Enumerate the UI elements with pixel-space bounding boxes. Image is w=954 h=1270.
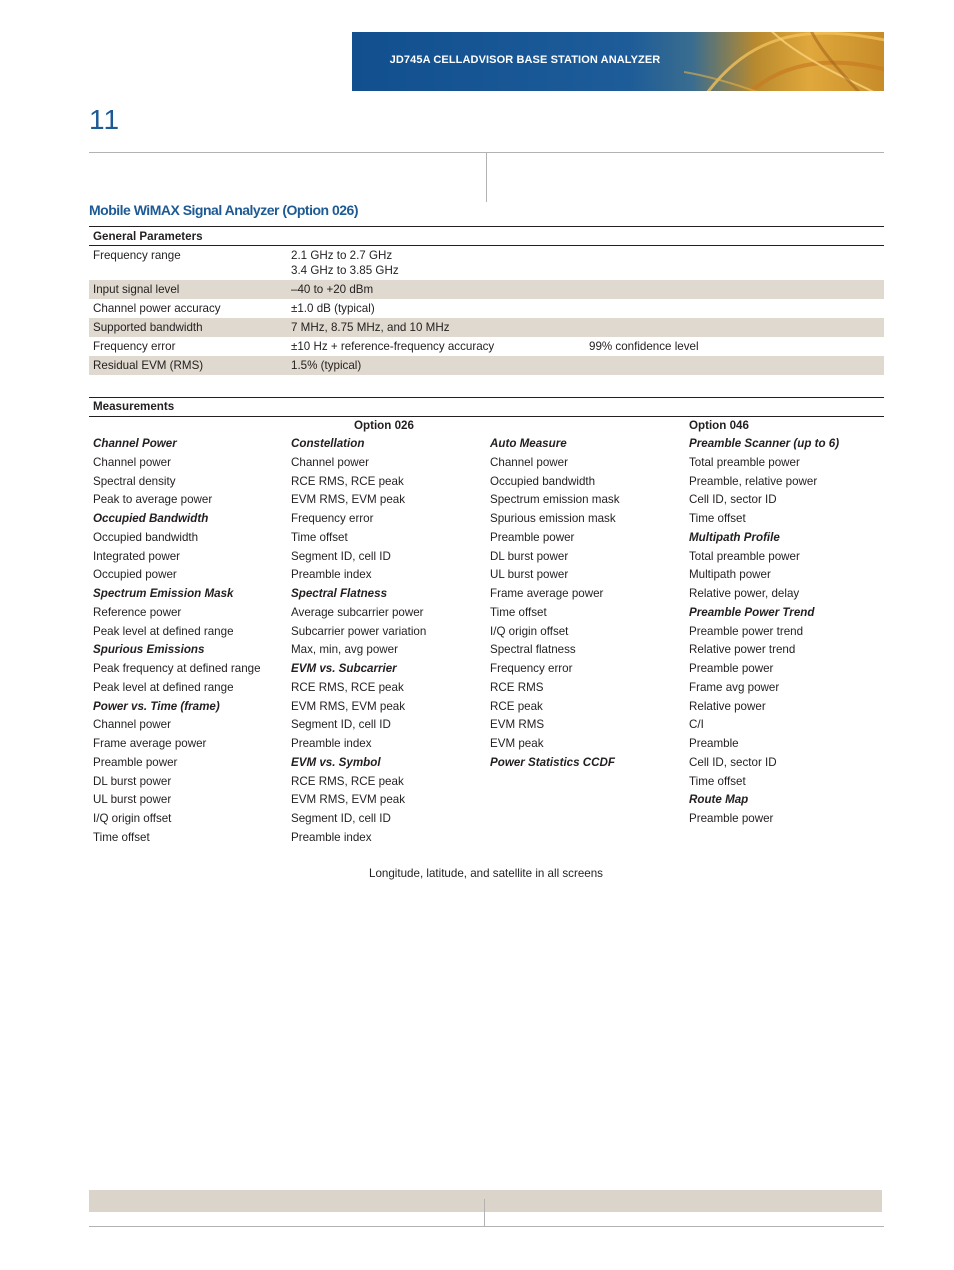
- table-row: [89, 280, 884, 299]
- measurement-item: EVM RMS, EVM peak: [291, 493, 406, 507]
- measurement-item: Preamble: [689, 737, 739, 750]
- measurement-group-heading: Power Statistics CCDF: [490, 755, 615, 769]
- column-divider: [486, 153, 487, 202]
- measurement-item: DL burst power: [490, 549, 569, 563]
- param-label: Frequency error: [93, 340, 176, 353]
- measurement-item: Frame average power: [490, 587, 604, 600]
- measurement-group-heading: Preamble Power Trend: [689, 605, 815, 619]
- measurement-item: Frequency error: [490, 662, 573, 675]
- measurements-header: [89, 397, 884, 417]
- measurement-item: Relative power trend: [689, 643, 796, 657]
- param-value-line: 3.4 GHz to 3.85 GHz: [291, 264, 399, 277]
- measurements-heading: Measurements: [93, 400, 175, 413]
- measurement-item: Time offset: [689, 512, 746, 525]
- measurement-item: Frame average power: [93, 737, 207, 750]
- measurement-item: Preamble power: [490, 530, 575, 544]
- footnote: Longitude, latitude, and satellite in all screens: [369, 867, 603, 880]
- measurement-item: Time offset: [689, 774, 746, 788]
- measurement-item: RCE RMS: [490, 680, 544, 694]
- general-parameters-heading: General Parameters: [89, 227, 884, 246]
- measurement-item: EVM RMS: [490, 718, 545, 732]
- measurement-group-heading: Occupied Bandwidth: [93, 512, 209, 525]
- measurement-item: Frame avg power: [689, 680, 780, 694]
- measurement-item: Preamble power trend: [689, 624, 804, 638]
- measurement-item: Channel power: [291, 455, 369, 469]
- measurement-item: Channel power: [93, 718, 171, 732]
- table-row: [89, 299, 884, 318]
- measurement-column-4: [689, 435, 839, 829]
- decorative-pattern-icon: [684, 32, 884, 91]
- table-row: [89, 356, 884, 375]
- measurement-item: Spectrum emission mask: [490, 493, 620, 507]
- param-note: [585, 246, 884, 281]
- param-note: [585, 299, 884, 318]
- measurement-group-heading: EVM vs. Symbol: [291, 755, 381, 769]
- table-row: [89, 337, 884, 356]
- measurement-item: Relative power, delay: [689, 587, 800, 600]
- measurement-item: Total preamble power: [689, 455, 800, 469]
- measurement-item: Time offset: [93, 830, 150, 844]
- measurement-item: EVM peak: [490, 737, 544, 750]
- measurement-item: Occupied power: [93, 568, 177, 582]
- measurement-item: Preamble power: [689, 812, 774, 825]
- measurement-item: Occupied bandwidth: [490, 474, 596, 488]
- measurement-item: Max, min, avg power: [291, 643, 398, 657]
- measurement-item: RCE RMS, RCE peak: [291, 680, 404, 694]
- measurement-item: UL burst power: [93, 793, 172, 807]
- measurement-group-heading: Spectral Flatness: [291, 587, 388, 600]
- measurement-item: Time offset: [291, 530, 348, 544]
- measurement-item: I/Q origin offset: [490, 624, 569, 638]
- measurement-item: Spurious emission mask: [490, 512, 616, 525]
- measurement-item: EVM RMS, EVM peak: [291, 793, 406, 807]
- table-row: [89, 318, 884, 337]
- param-note: [585, 280, 884, 299]
- product-title: JD745A CELLADVISOR BASE STATION ANALYZER: [389, 54, 661, 66]
- measurement-item: Preamble, relative power: [689, 474, 818, 488]
- measurement-item: Peak to average power: [93, 493, 213, 507]
- page-number: 11: [89, 104, 121, 135]
- measurement-group-heading: Constellation: [291, 437, 365, 450]
- measurement-item: Spectral flatness: [490, 643, 576, 657]
- section-title: Mobile WiMAX Signal Analyzer (Option 026): [89, 202, 358, 218]
- measurement-item: C/I: [689, 718, 704, 732]
- measurement-item: Channel power: [490, 455, 568, 469]
- param-label: Supported bandwidth: [89, 318, 287, 337]
- option-046-label: Option 046: [689, 419, 749, 432]
- measurement-group-heading: Route Map: [689, 793, 749, 807]
- measurement-item: Peak level at defined range: [93, 624, 234, 638]
- param-label: Channel power accuracy: [93, 302, 221, 315]
- param-value: [287, 246, 585, 281]
- param-value: –40 to +20 dBm: [287, 280, 585, 299]
- measurement-item: RCE RMS, RCE peak: [291, 474, 404, 488]
- measurement-group-heading: Channel Power: [93, 437, 177, 450]
- measurement-item: Relative power: [689, 699, 766, 713]
- measurement-item: Peak level at defined range: [93, 680, 234, 694]
- measurement-column-1: [93, 435, 261, 848]
- footer-divider: [484, 1199, 485, 1226]
- measurement-item: Multipath power: [689, 568, 771, 582]
- footer-rule: [89, 1226, 884, 1227]
- header-banner: [352, 32, 884, 91]
- measurement-item: Cell ID, sector ID: [689, 493, 777, 507]
- param-note: [585, 356, 884, 375]
- param-note: 99% confidence level: [589, 340, 699, 353]
- measurement-item: Time offset: [490, 605, 547, 619]
- measurement-item: Channel power: [93, 455, 171, 469]
- measurement-item: Reference power: [93, 605, 182, 619]
- measurement-item: I/Q origin offset: [93, 812, 172, 825]
- measurement-item: Peak frequency at defined range: [93, 662, 261, 675]
- measurement-column-2: [291, 435, 426, 848]
- measurement-group-heading: Spurious Emissions: [93, 643, 205, 657]
- measurement-group-heading: Power vs. Time (frame): [93, 699, 220, 713]
- measurement-item: Preamble power: [93, 755, 178, 769]
- measurement-group-heading: Multipath Profile: [689, 530, 780, 544]
- measurement-item: Spectral density: [93, 474, 176, 488]
- measurement-item: UL burst power: [490, 568, 569, 582]
- measurement-item: Occupied bandwidth: [93, 530, 199, 544]
- measurement-item: Subcarrier power variation: [291, 624, 427, 638]
- measurement-item: RCE peak: [490, 699, 543, 713]
- general-parameters-table: [89, 226, 884, 375]
- measurement-group-heading: Preamble Scanner (up to 6): [689, 437, 840, 450]
- measurement-group-heading: Auto Measure: [490, 437, 567, 450]
- measurement-item: Segment ID, cell ID: [291, 812, 391, 825]
- measurement-group-heading: EVM vs. Subcarrier: [291, 662, 397, 675]
- measurement-item: Frequency error: [291, 512, 374, 525]
- param-value: ±1.0 dB (typical): [291, 302, 375, 315]
- param-value: ±10 Hz + reference-frequency accuracy: [291, 340, 495, 353]
- option-026-label: Option 026: [354, 419, 414, 432]
- param-note: [585, 318, 884, 337]
- measurement-item: Average subcarrier power: [291, 605, 424, 619]
- measurement-item: Segment ID, cell ID: [291, 718, 391, 732]
- measurement-column-3: [490, 435, 620, 773]
- param-label: Residual EVM (RMS): [89, 356, 287, 375]
- measurement-item: Cell ID, sector ID: [689, 755, 777, 769]
- param-value: 7 MHz, 8.75 MHz, and 10 MHz: [287, 318, 585, 337]
- measurement-item: Preamble index: [291, 737, 372, 750]
- measurement-group-heading: Spectrum Emission Mask: [93, 587, 234, 600]
- param-label: Frequency range: [93, 249, 181, 262]
- measurement-item: RCE RMS, RCE peak: [291, 774, 404, 788]
- param-label: Input signal level: [89, 280, 287, 299]
- measurement-item: Preamble index: [291, 568, 372, 582]
- measurement-item: DL burst power: [93, 774, 172, 788]
- measurement-item: Segment ID, cell ID: [291, 549, 391, 563]
- measurement-item: Preamble index: [291, 830, 372, 844]
- table-row: [89, 246, 884, 281]
- footer-bar: [89, 1190, 882, 1212]
- param-value-line: 2.1 GHz to 2.7 GHz: [291, 249, 393, 262]
- measurement-item: EVM RMS, EVM peak: [291, 699, 406, 713]
- measurement-item: Preamble power: [689, 662, 774, 675]
- measurement-item: Integrated power: [93, 549, 181, 563]
- param-value: 1.5% (typical): [287, 356, 585, 375]
- measurement-item: Total preamble power: [689, 549, 800, 563]
